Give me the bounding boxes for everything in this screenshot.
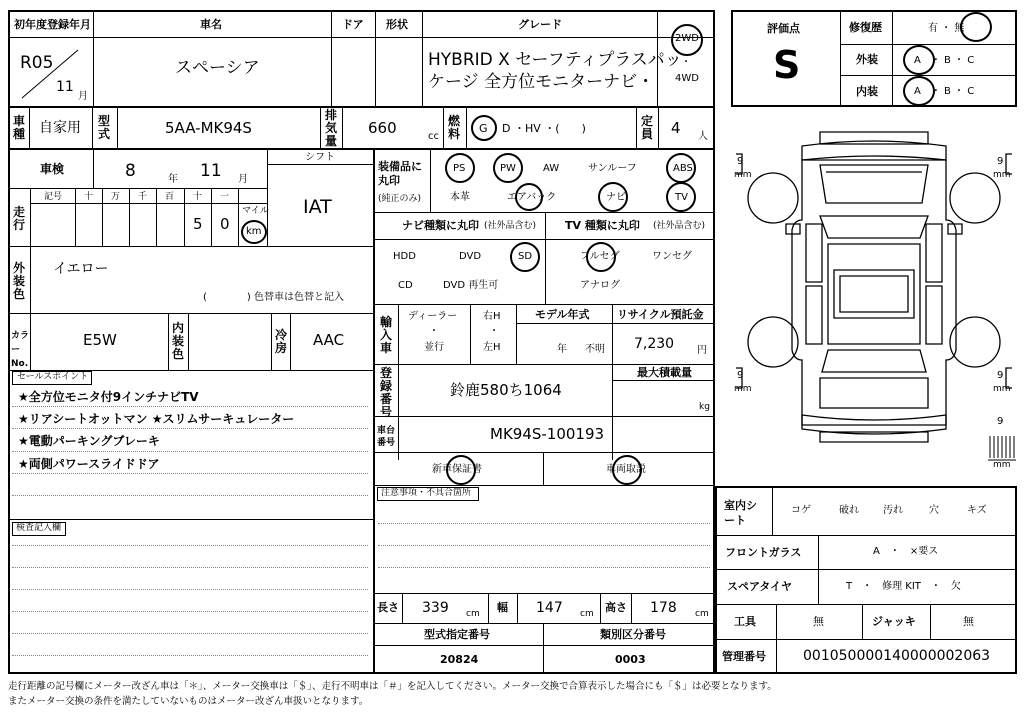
grade-line1: HYBRID X セーフティプラスパッ [428, 50, 682, 70]
tire-depth-fl: 9 [737, 156, 744, 167]
model-label: 型式 [97, 114, 110, 141]
km-label: km [246, 226, 262, 237]
warranty-circle [446, 455, 476, 485]
sheet-hole: 穴 [929, 505, 939, 516]
sheet-dirt: 汚れ [883, 505, 903, 516]
length-label: 長さ [377, 601, 399, 614]
inspection-label: 車検 [40, 162, 65, 176]
door-label: ドア [342, 18, 364, 31]
repair-options: 有 ・ 無 [928, 23, 965, 34]
class-number-label: 類別区分番号 [600, 628, 666, 641]
manual-circle [612, 455, 642, 485]
car-diagram [728, 120, 1020, 480]
km-circle [241, 220, 267, 244]
sheet-scratch: キズ [967, 505, 987, 516]
tv-fullseg-circle [586, 242, 616, 272]
registration-value: 鈴鹿580ち1064 [450, 381, 562, 399]
digit-header-4: 十 [193, 192, 203, 202]
import-dot: ・ [429, 326, 439, 337]
interior-a-circle [903, 76, 935, 106]
navi-hdd: HDD [393, 251, 416, 262]
fuel-options: G D ・HV ・( ) [479, 122, 586, 135]
fuel-label: 燃料 [447, 114, 460, 141]
navi-cd: CD [398, 280, 413, 291]
sales-point-4: ★両側パワースライドドア [18, 457, 160, 471]
aircon-value: AAC [313, 331, 345, 349]
windshield-options: A ・ ×要ス [873, 546, 939, 557]
model-year-unit: 年 [557, 344, 567, 355]
tire-unit-rl: mm [734, 384, 752, 394]
warranty-label: 新車保証書 [432, 464, 482, 475]
capacity-unit: 人 [698, 131, 708, 142]
tv-oneseg: ワンセグ [652, 251, 692, 262]
inspection-month: 11 [200, 161, 222, 181]
sales-point-3: ★電動パーキングブレーキ [18, 434, 160, 448]
mileage-label: 走行 [12, 205, 25, 232]
color-no-value: E5W [83, 331, 117, 349]
type-designation-label: 型式指定番号 [424, 628, 490, 641]
digit-header-5: 一 [220, 192, 230, 202]
spare-tire-label: スペアタイヤ [727, 580, 793, 593]
sheet-tear: 破れ [839, 505, 859, 516]
tv-type-label-sub: (社外品含む) [653, 221, 706, 231]
navi-sd-circle [510, 242, 540, 272]
navi-dvd: DVD [459, 251, 482, 262]
jack-value: 無 [963, 615, 974, 628]
footer-line1: 走行距離の記号欄にメーター改ざん車は「＊」、メーター交換車は「＄」、走行不明車は「＃」を記入してください。メーター交換で合算表示した場合にも「＄」は必要となります。 [8, 681, 777, 692]
length-value: 339 [422, 600, 449, 616]
tire-unit-fl: mm [734, 170, 752, 180]
equip-tv: TV [675, 192, 688, 203]
max-load-unit: kg [699, 402, 710, 412]
import-label: 輸入車 [379, 315, 392, 355]
recycle-label: リサイクル預託金 [617, 308, 704, 321]
exterior-color-value: イエロー [53, 261, 109, 277]
aircon-label: 冷房 [274, 328, 287, 355]
eval-label: 評価点 [767, 22, 800, 35]
equipment-label: 装備品に丸印 [378, 160, 422, 187]
windshield-label: フロントガラス [725, 546, 802, 559]
navi-sd: SD [518, 251, 533, 262]
equip-pw-circle [493, 153, 523, 183]
grade-label: グレード [518, 18, 562, 31]
spare-tire-options: T ・ 修理 KIT ・ 欠 [846, 581, 961, 592]
class-number-value: 0003 [615, 653, 646, 666]
use-value: 自家用 [39, 120, 81, 136]
tire-unit-fr: mm [993, 170, 1011, 180]
car-name-label: 車名 [200, 18, 222, 31]
equip-ps: PS [453, 163, 466, 174]
height-unit: cm [695, 609, 709, 619]
sales-points-label: セールスポイント [17, 372, 89, 382]
mileage-sign-label: 記号 [44, 192, 63, 202]
import-dot-2: ・ [489, 326, 499, 337]
digit-header-0: 十 [84, 192, 94, 202]
sales-point-2: ★リアシートオットマン ★スリムサーキュレーター [18, 412, 295, 426]
tire-depth-spare: 9 [997, 416, 1004, 427]
jack-label: ジャッキ [872, 615, 916, 628]
footer-line2: またメーター交換の条件を満たしていないものはメーター改ざん車扱いとなります。 [8, 696, 369, 707]
digit-header-2: 千 [138, 192, 148, 202]
interior-color-label: 内装色 [171, 321, 184, 361]
recycle-value: 7,230 [634, 336, 675, 352]
notes-label: 注意事項・不具合箇所 [381, 488, 472, 498]
equip-tv-circle [666, 182, 696, 212]
import-dealer: ディーラー [408, 311, 458, 322]
tv-analog: アナログ [580, 280, 620, 291]
capacity-label: 定員 [640, 114, 653, 141]
grade-line2: ケージ 全方位モニターナビ・ [428, 72, 655, 92]
navi-dvd-play: DVD 再生可 [443, 280, 499, 291]
interior-sheet-label: 室内シート [724, 499, 757, 527]
equip-airbag: エアバック [507, 192, 557, 203]
color-no-label: カラーNo. [11, 331, 30, 369]
interior-label: 内装 [856, 85, 878, 98]
displacement-unit: cc [428, 131, 439, 142]
digit-header-3: 百 [165, 192, 175, 202]
chassis-label: 車台番号 [377, 426, 396, 448]
shape-label: 形状 [386, 18, 408, 31]
tire-depth-rl: 9 [737, 370, 744, 381]
tire-unit-spare: mm [993, 460, 1011, 470]
inspector-label: 検査記入欄 [16, 523, 62, 533]
capacity-value: 4 [671, 119, 681, 137]
equip-pw: PW [500, 163, 516, 174]
mile-label: マイル [242, 206, 269, 216]
width-unit: cm [580, 609, 594, 619]
equip-airbag-circle [515, 183, 543, 211]
navi-type-label: ナビ種類に丸印 [402, 219, 479, 232]
length-unit: cm [466, 609, 480, 619]
exterior-color-note: ( ) 色替車は色替と記入 [203, 292, 344, 303]
equip-abs: ABS [673, 163, 693, 174]
drive-4wd: 4WD [675, 73, 699, 84]
tire-unit-rr: mm [993, 384, 1011, 394]
tv-fullseg: フルセグ [580, 251, 620, 262]
registration-label: 登録番号 [379, 366, 392, 419]
mileage-digit-4: 5 [193, 215, 203, 233]
management-value: 001050000140000002063 [803, 648, 991, 664]
navi-type-label-sub: (社外品含む) [484, 221, 537, 231]
repair-none-circle [960, 12, 992, 42]
repair-label: 修復歴 [849, 21, 882, 34]
exterior-a-circle [903, 45, 935, 75]
max-load-label: 最大積載量 [637, 366, 692, 379]
inspection-month-unit: 月 [238, 174, 248, 185]
mileage-digit-5: 0 [220, 215, 230, 233]
drive-dot: ・ [681, 57, 691, 68]
equipment-label-sub: (純正のみ) [378, 194, 422, 204]
model-value: 5AA-MK94S [165, 119, 252, 137]
displacement-label: 排気量 [324, 108, 337, 148]
first-reg-month: 11 [56, 79, 74, 95]
model-year-label: モデル年式 [535, 308, 590, 321]
import-lhd: 左H [483, 342, 501, 353]
recycle-unit: 円 [697, 345, 707, 356]
interior-grade-options: A ・ B ・ C [914, 86, 975, 97]
drive-2wd: 2WD [675, 33, 699, 44]
shift-value: IAT [303, 196, 332, 218]
import-rhd: 右H [483, 311, 501, 322]
sales-point-1: ★全方位モニタ付9インチナビTV [18, 390, 199, 404]
tools-value: 無 [813, 615, 824, 628]
first-reg-label: 初年度登録年月 [14, 18, 91, 31]
first-reg-era: R05 [20, 53, 54, 73]
equip-navi: ナビ [606, 192, 626, 203]
equip-ps-circle [445, 153, 475, 183]
tools-label: 工具 [734, 615, 756, 628]
manual-label: 車両取説 [606, 464, 646, 475]
equip-navi-circle [598, 182, 628, 212]
digit-header-1: 万 [111, 192, 121, 202]
height-value: 178 [650, 600, 677, 616]
tire-depth-rr: 9 [997, 370, 1004, 381]
exterior-color-label: 外装色 [12, 261, 25, 301]
height-label: 高さ [605, 601, 627, 614]
first-reg-month-unit: 月 [78, 91, 88, 102]
chassis-value: MK94S-100193 [490, 425, 605, 443]
exterior-grade-options: A ・ B ・ C [914, 55, 975, 66]
eval-score: S [773, 43, 801, 87]
car-name: スペーシア [175, 58, 260, 78]
fuel-g-circle [471, 115, 497, 141]
equip-leather: 本革 [450, 192, 470, 203]
exterior-label: 外装 [856, 53, 878, 66]
tire-depth-fr: 9 [997, 156, 1004, 167]
tv-type-label: TV 種類に丸印 [565, 219, 640, 232]
displacement-value: 660 [368, 119, 397, 137]
use-label: 車種 [12, 114, 25, 141]
type-designation-value: 20824 [440, 653, 479, 666]
shift-label: シフト [305, 152, 335, 163]
equip-abs-circle [666, 153, 696, 183]
width-label: 幅 [497, 601, 508, 614]
management-label: 管理番号 [722, 650, 766, 663]
width-value: 147 [536, 600, 563, 616]
import-parallel: 並行 [424, 342, 444, 353]
equip-aw: AW [543, 163, 560, 174]
equip-sunroof: サンルーフ [588, 163, 637, 174]
drive-2wd-circle [671, 24, 703, 56]
inspection-year: 8 [125, 161, 136, 181]
model-year-unknown: 不明 [585, 344, 605, 355]
sheet-burn: コゲ [791, 505, 811, 516]
inspection-year-unit: 年 [168, 174, 178, 185]
